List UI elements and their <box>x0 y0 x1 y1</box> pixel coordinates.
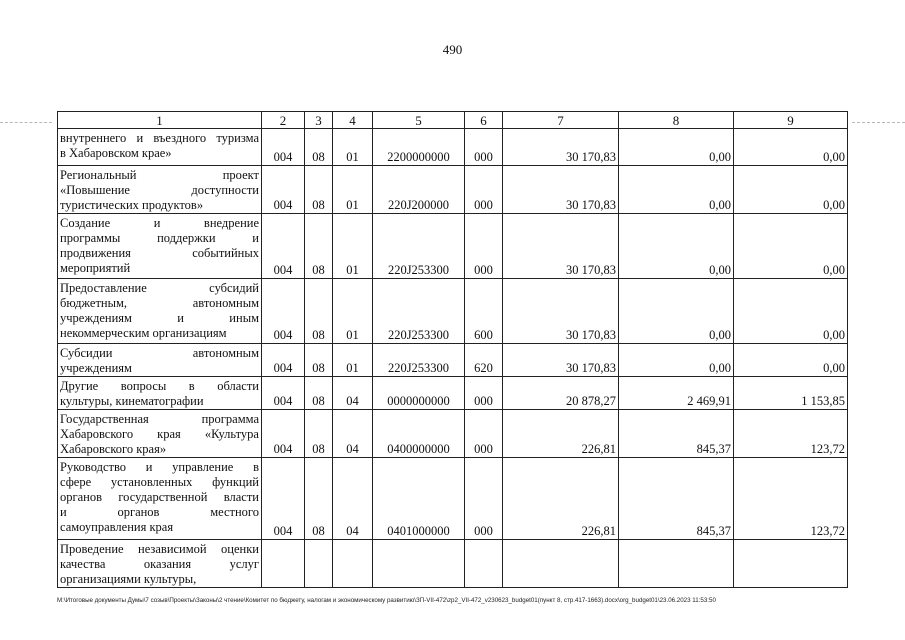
expense-name-line: мероприятий <box>60 261 131 275</box>
amount-col8-cell: 845,37 <box>619 458 734 540</box>
expense-name-line: и органов местного <box>60 505 259 519</box>
amount-col8-cell <box>619 540 734 588</box>
column-header-7: 7 <box>503 112 619 129</box>
amount-col9-cell: 123,72 <box>734 410 848 458</box>
amount-col9-cell: 0,00 <box>734 166 848 214</box>
table-row <box>58 344 848 377</box>
expense-name-cell <box>58 410 262 458</box>
ministry-code-cell: 004 <box>262 279 305 344</box>
subsection-code-cell: 04 <box>333 410 373 458</box>
expense-type-cell <box>465 540 503 588</box>
table-row <box>58 129 848 166</box>
target-article-cell <box>373 540 465 588</box>
expense-name-line: программы поддержки и <box>60 231 259 245</box>
column-header-9: 9 <box>734 112 848 129</box>
file-path-footer: М:\Итоговые документы Думы\7 созыв\Проекты\Законы\2 чтение\Комитет по бюджету, налогам и экономическому развитию\ЗП-VII-472\zp2_VII-472_v230623_budget01(пункт 8, стр.417-1663).docx\org_budget01\23.06.2023 11:53:50 <box>57 597 716 604</box>
expense-name-cell <box>58 344 262 377</box>
column-header-5: 5 <box>373 112 465 129</box>
table-row <box>58 410 848 458</box>
expense-name-cell <box>58 458 262 540</box>
column-header-2: 2 <box>262 112 305 129</box>
expense-name-line: сфере установленных функций <box>60 475 259 489</box>
amount-col9-cell: 123,72 <box>734 458 848 540</box>
subsection-code-cell: 01 <box>333 344 373 377</box>
expense-type-cell: 000 <box>465 410 503 458</box>
expense-name-line: Региональный проект <box>60 168 259 182</box>
target-article-cell: 0000000000 <box>373 377 465 410</box>
expense-name-line: учреждениям <box>60 361 132 375</box>
section-code-cell: 08 <box>305 458 333 540</box>
expense-name-cell <box>58 540 262 588</box>
budget-table <box>57 111 848 588</box>
amount-col9-cell: 0,00 <box>734 279 848 344</box>
amount-col7-cell: 30 170,83 <box>503 166 619 214</box>
amount-col8-cell: 2 469,91 <box>619 377 734 410</box>
column-header-6: 6 <box>465 112 503 129</box>
amount-col9-cell: 1 153,85 <box>734 377 848 410</box>
expense-name-line: в Хабаровском крае» <box>60 146 172 160</box>
section-code-cell: 08 <box>305 344 333 377</box>
amount-col7-cell: 226,81 <box>503 458 619 540</box>
section-code-cell: 08 <box>305 129 333 166</box>
expense-name-line: Создание и внедрение <box>60 216 259 230</box>
expense-name-line: Проведение независимой оценки <box>60 542 259 556</box>
expense-name-line: Руководство и управление в <box>60 460 259 474</box>
section-code-cell: 08 <box>305 214 333 279</box>
amount-col8-cell: 0,00 <box>619 129 734 166</box>
page-number: 490 <box>442 42 463 57</box>
target-article-cell: 220J253300 <box>373 279 465 344</box>
table-row <box>58 166 848 214</box>
expense-name-line: Предоставление субсидий <box>60 281 259 295</box>
margin-rule-right <box>852 122 905 123</box>
expense-name-line: культуры, кинематографии <box>60 394 204 408</box>
ministry-code-cell: 004 <box>262 458 305 540</box>
amount-col7-cell: 20 878,27 <box>503 377 619 410</box>
amount-col8-cell: 0,00 <box>619 214 734 279</box>
table-row <box>58 458 848 540</box>
amount-col7-cell: 30 170,83 <box>503 214 619 279</box>
subsection-code-cell: 01 <box>333 214 373 279</box>
ministry-code-cell: 004 <box>262 166 305 214</box>
subsection-code-cell: 01 <box>333 166 373 214</box>
expense-name-line: Государственная программа <box>60 412 259 426</box>
target-article-cell: 2200000000 <box>373 129 465 166</box>
amount-col8-cell: 0,00 <box>619 344 734 377</box>
amount-col7-cell: 226,81 <box>503 410 619 458</box>
amount-col9-cell: 0,00 <box>734 129 848 166</box>
header-row <box>58 112 848 129</box>
section-code-cell: 08 <box>305 410 333 458</box>
table-row <box>58 214 848 279</box>
expense-name-cell <box>58 166 262 214</box>
section-code-cell: 08 <box>305 166 333 214</box>
expense-name-line: качества оказания услуг <box>60 557 259 571</box>
expense-name-line: бюджетным, автономным <box>60 296 259 310</box>
expense-name-line: самоуправления края <box>60 520 174 534</box>
expense-name-cell <box>58 214 262 279</box>
ministry-code-cell: 004 <box>262 344 305 377</box>
expense-name-cell <box>58 279 262 344</box>
table-row <box>58 279 848 344</box>
column-header-4: 4 <box>333 112 373 129</box>
expense-name-cell <box>58 377 262 410</box>
target-article-cell: 220J253300 <box>373 214 465 279</box>
expense-type-cell: 600 <box>465 279 503 344</box>
column-header-1: 1 <box>58 112 262 129</box>
subsection-code-cell: 04 <box>333 377 373 410</box>
expense-name-line: органов государственной власти <box>60 490 259 504</box>
expense-name-line: внутреннего и въездного туризма <box>60 131 259 145</box>
expense-name-cell <box>58 129 262 166</box>
section-code-cell: 08 <box>305 279 333 344</box>
amount-col8-cell: 0,00 <box>619 279 734 344</box>
expense-name-line: туристических продуктов» <box>60 198 204 212</box>
amount-col9-cell: 0,00 <box>734 214 848 279</box>
expense-type-cell: 000 <box>465 458 503 540</box>
subsection-code-cell: 01 <box>333 129 373 166</box>
ministry-code-cell: 004 <box>262 377 305 410</box>
table-row <box>58 540 848 588</box>
table-row <box>58 377 848 410</box>
column-header-3: 3 <box>305 112 333 129</box>
amount-col9-cell <box>734 540 848 588</box>
expense-name-line: Хабаровского края «Культура <box>60 427 259 441</box>
amount-col7-cell <box>503 540 619 588</box>
ministry-code-cell: 004 <box>262 129 305 166</box>
subsection-code-cell: 01 <box>333 279 373 344</box>
column-header-8: 8 <box>619 112 734 129</box>
expense-name-line: Другие вопросы в области <box>60 379 259 393</box>
expense-name-line: «Повышение доступности <box>60 183 259 197</box>
expense-type-cell: 000 <box>465 214 503 279</box>
target-article-cell: 0400000000 <box>373 410 465 458</box>
amount-col7-cell: 30 170,83 <box>503 344 619 377</box>
expense-name-line: продвижения событийных <box>60 246 259 260</box>
expense-type-cell: 000 <box>465 166 503 214</box>
target-article-cell: 0401000000 <box>373 458 465 540</box>
subsection-code-cell: 04 <box>333 458 373 540</box>
expense-name-line: Хабаровского края» <box>60 442 167 456</box>
expense-name-line: Субсидии автономным <box>60 346 259 360</box>
amount-col7-cell: 30 170,83 <box>503 129 619 166</box>
expense-type-cell: 000 <box>465 377 503 410</box>
expense-name-line: организациями культуры, <box>60 572 197 586</box>
amount-col9-cell: 0,00 <box>734 344 848 377</box>
expense-type-cell: 000 <box>465 129 503 166</box>
ministry-code-cell: 004 <box>262 410 305 458</box>
expense-name-line: учреждениям и иным <box>60 311 259 325</box>
expense-type-cell: 620 <box>465 344 503 377</box>
section-code-cell <box>305 540 333 588</box>
section-code-cell: 08 <box>305 377 333 410</box>
target-article-cell: 220J253300 <box>373 344 465 377</box>
subsection-code-cell <box>333 540 373 588</box>
amount-col8-cell: 845,37 <box>619 410 734 458</box>
amount-col8-cell: 0,00 <box>619 166 734 214</box>
margin-rule-left <box>0 122 52 123</box>
target-article-cell: 220J200000 <box>373 166 465 214</box>
expense-name-line: некоммерческим организациям <box>60 326 227 340</box>
ministry-code-cell <box>262 540 305 588</box>
ministry-code-cell: 004 <box>262 214 305 279</box>
amount-col7-cell: 30 170,83 <box>503 279 619 344</box>
